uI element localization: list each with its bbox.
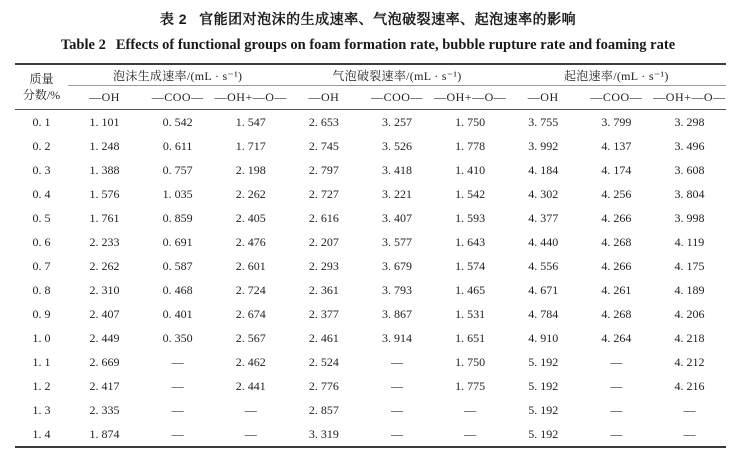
value-cell: 3. 804 xyxy=(674,186,705,201)
table-row xyxy=(15,374,726,398)
mass-fraction-cell: 0. 8 xyxy=(32,282,51,297)
table-row xyxy=(15,230,726,254)
table-row xyxy=(15,278,726,302)
value-cell: 2. 601 xyxy=(235,258,266,273)
value-cell: 2. 361 xyxy=(308,282,339,297)
value-cell: 3. 577 xyxy=(381,234,412,249)
value-cell: 2. 724 xyxy=(235,282,266,297)
mass-fraction-cell: 0. 9 xyxy=(32,306,51,321)
value-cell: 3. 799 xyxy=(601,114,632,129)
value-cell: 5. 192 xyxy=(528,402,559,417)
subheader-oh-2: —OH xyxy=(287,86,360,110)
value-cell: — xyxy=(610,402,623,417)
value-cell: 3. 496 xyxy=(674,138,705,153)
subheader-oh-3: —OH xyxy=(507,86,580,110)
value-cell: — xyxy=(390,402,403,417)
value-cell: 0. 350 xyxy=(162,330,193,345)
value-cell: 4. 266 xyxy=(601,258,632,273)
subheader-coo-2: —COO— xyxy=(360,86,433,110)
value-cell: — xyxy=(171,354,184,369)
mass-fraction-header xyxy=(15,64,68,110)
value-cell: 2. 377 xyxy=(308,306,339,321)
value-cell: 2. 797 xyxy=(308,162,339,177)
value-cell: 4. 268 xyxy=(601,234,632,249)
value-cell: 4. 302 xyxy=(528,186,559,201)
value-cell: 2. 745 xyxy=(308,138,339,153)
group-header-foam-formation-rate: 泡沫生成速率/(mL · s⁻¹) xyxy=(68,64,287,86)
value-cell: 1. 542 xyxy=(455,186,486,201)
value-cell: 4. 910 xyxy=(528,330,559,345)
value-cell: 2. 449 xyxy=(89,330,120,345)
value-cell: 3. 526 xyxy=(381,138,412,153)
mass-fraction-cell: 1. 0 xyxy=(32,330,51,345)
value-cell: 3. 418 xyxy=(381,162,412,177)
value-cell: 2. 653 xyxy=(308,114,339,129)
value-cell: 2. 616 xyxy=(308,210,339,225)
value-cell: 1. 035 xyxy=(162,186,193,201)
value-cell: 5. 192 xyxy=(528,426,559,441)
value-cell: 3. 608 xyxy=(674,162,705,177)
value-cell: 2. 198 xyxy=(235,162,266,177)
value-cell: — xyxy=(390,354,403,369)
table-row xyxy=(15,422,726,447)
value-cell: 2. 567 xyxy=(235,330,266,345)
table-title-zh xyxy=(0,0,736,29)
table-title-en xyxy=(0,37,736,54)
value-cell: 1. 717 xyxy=(235,138,266,153)
subheader-coo-3: —COO— xyxy=(580,86,653,110)
table-row xyxy=(15,326,726,350)
value-cell: 4. 261 xyxy=(601,282,632,297)
mass-fraction-cell: 0. 1 xyxy=(32,114,51,129)
value-cell: 4. 556 xyxy=(528,258,559,273)
data-table xyxy=(15,63,726,448)
value-cell: 3. 298 xyxy=(674,114,705,129)
value-cell: — xyxy=(171,426,184,441)
subheader-oh-1: —OH xyxy=(68,86,141,110)
mass-fraction-cell: 0. 2 xyxy=(32,138,51,153)
value-cell: 4. 212 xyxy=(674,354,705,369)
value-cell: 2. 417 xyxy=(89,378,120,393)
value-cell: 2. 293 xyxy=(308,258,339,273)
mass-fraction-cell: 0. 4 xyxy=(32,186,51,201)
value-cell: 1. 248 xyxy=(89,138,120,153)
value-cell: 4. 206 xyxy=(674,306,705,321)
value-cell: 3. 679 xyxy=(381,258,412,273)
value-cell: 4. 784 xyxy=(528,306,559,321)
value-cell: 4. 268 xyxy=(601,306,632,321)
value-cell: 1. 388 xyxy=(89,162,120,177)
table-row xyxy=(15,254,726,278)
value-cell: 0. 611 xyxy=(162,138,193,153)
table-row xyxy=(15,398,726,422)
value-cell: 1. 874 xyxy=(89,426,120,441)
group-header-foaming-rate: 起泡速率/(mL · s⁻¹) xyxy=(507,64,726,86)
value-cell: 2. 462 xyxy=(235,354,266,369)
value-cell: 0. 691 xyxy=(162,234,193,249)
value-cell: 0. 468 xyxy=(162,282,193,297)
value-cell: 4. 174 xyxy=(601,162,632,177)
value-cell: 1. 761 xyxy=(89,210,120,225)
value-cell: 4. 377 xyxy=(528,210,559,225)
value-cell: 1. 593 xyxy=(455,210,486,225)
value-cell: 4. 218 xyxy=(674,330,705,345)
value-cell: — xyxy=(610,354,623,369)
table-title-zh-label: 表 2 xyxy=(159,11,188,27)
value-cell: 2. 727 xyxy=(308,186,339,201)
value-cell: 2. 310 xyxy=(89,282,120,297)
value-cell: 4. 264 xyxy=(601,330,632,345)
value-cell: 0. 757 xyxy=(162,162,193,177)
value-cell: 4. 184 xyxy=(528,162,559,177)
table-row xyxy=(15,134,726,158)
value-cell: — xyxy=(171,402,184,417)
value-cell: — xyxy=(610,426,623,441)
table-title-zh-text: 官能团对泡沫的生成速率、气泡破裂速率、起泡速率的影响 xyxy=(199,11,577,27)
mass-fraction-cell: 1. 4 xyxy=(32,426,51,441)
table-row xyxy=(15,350,726,374)
value-cell: 0. 401 xyxy=(162,306,193,321)
value-cell: 2. 524 xyxy=(308,354,339,369)
mass-fraction-header-line1: 质量 xyxy=(29,72,54,86)
value-cell: — xyxy=(464,426,477,441)
value-cell: 3. 793 xyxy=(381,282,412,297)
value-cell: 4. 671 xyxy=(528,282,559,297)
value-cell: 4. 256 xyxy=(601,186,632,201)
group-header-row xyxy=(15,64,726,86)
value-cell: 2. 441 xyxy=(235,378,266,393)
value-cell: 1. 576 xyxy=(89,186,120,201)
value-cell: 2. 405 xyxy=(235,210,266,225)
value-cell: 2. 857 xyxy=(308,402,339,417)
value-cell: 3. 998 xyxy=(674,210,705,225)
value-cell: 0. 542 xyxy=(162,114,193,129)
mass-fraction-cell: 0. 5 xyxy=(32,210,51,225)
value-cell: 1. 465 xyxy=(455,282,486,297)
group-header-bubble-rupture-rate: 气泡破裂速率/(mL · s⁻¹) xyxy=(287,64,506,86)
value-cell: 3. 257 xyxy=(381,114,412,129)
table-title-en-label: Table 2 xyxy=(60,37,106,53)
subheader-oh-o-1: —OH+—O— xyxy=(214,86,287,110)
value-cell: 1. 101 xyxy=(89,114,120,129)
value-cell: 3. 407 xyxy=(381,210,412,225)
mass-fraction-header-line2: 分数/% xyxy=(22,88,61,102)
subheader-coo-1: —COO— xyxy=(141,86,214,110)
value-cell: 2. 476 xyxy=(235,234,266,249)
value-cell: 4. 440 xyxy=(528,234,559,249)
value-cell: 4. 137 xyxy=(601,138,632,153)
value-cell: 4. 266 xyxy=(601,210,632,225)
value-cell: 2. 335 xyxy=(89,402,120,417)
mass-fraction-cell: 1. 3 xyxy=(32,402,51,417)
value-cell: 4. 216 xyxy=(674,378,705,393)
value-cell: 1. 651 xyxy=(455,330,486,345)
value-cell: — xyxy=(244,426,257,441)
subheader-oh-o-2: —OH+—O— xyxy=(434,86,507,110)
value-cell: 2. 461 xyxy=(308,330,339,345)
table-row xyxy=(15,110,726,135)
value-cell: 3. 992 xyxy=(528,138,559,153)
value-cell: 2. 233 xyxy=(89,234,120,249)
value-cell: — xyxy=(610,378,623,393)
value-cell: 1. 574 xyxy=(455,258,486,273)
value-cell: — xyxy=(683,426,696,441)
value-cell: 3. 319 xyxy=(308,426,339,441)
mass-fraction-cell: 0. 3 xyxy=(32,162,51,177)
value-cell: 5. 192 xyxy=(528,354,559,369)
value-cell: — xyxy=(171,378,184,393)
mass-fraction-cell: 1. 1 xyxy=(32,354,51,369)
value-cell: 2. 674 xyxy=(235,306,266,321)
value-cell: — xyxy=(683,402,696,417)
value-cell: 2. 262 xyxy=(89,258,120,273)
subheader-oh-o-3: —OH+—O— xyxy=(653,86,726,110)
table-row xyxy=(15,182,726,206)
value-cell: 1. 778 xyxy=(455,138,486,153)
value-cell: 3. 755 xyxy=(528,114,559,129)
value-cell: 4. 175 xyxy=(674,258,705,273)
value-cell: — xyxy=(244,402,257,417)
value-cell: 4. 189 xyxy=(674,282,705,297)
value-cell: 1. 750 xyxy=(455,354,486,369)
value-cell: — xyxy=(390,378,403,393)
value-cell: 2. 776 xyxy=(308,378,339,393)
value-cell: — xyxy=(390,426,403,441)
value-cell: 3. 914 xyxy=(381,330,412,345)
mass-fraction-cell: 1. 2 xyxy=(32,378,51,393)
value-cell: 1. 410 xyxy=(455,162,486,177)
mass-fraction-cell: 0. 6 xyxy=(32,234,51,249)
value-cell: 2. 207 xyxy=(308,234,339,249)
value-cell: — xyxy=(464,402,477,417)
value-cell: 2. 669 xyxy=(89,354,120,369)
subheader-row xyxy=(15,86,726,110)
value-cell: 3. 221 xyxy=(381,186,412,201)
value-cell: 2. 407 xyxy=(89,306,120,321)
value-cell: 4. 119 xyxy=(674,234,705,249)
value-cell: 1. 643 xyxy=(455,234,486,249)
value-cell: 0. 587 xyxy=(162,258,193,273)
value-cell: 2. 262 xyxy=(235,186,266,201)
value-cell: 5. 192 xyxy=(528,378,559,393)
table-title-en-text: Effects of functional groups on foam formation rate, bubble rupture rate and foaming rate xyxy=(115,37,676,53)
value-cell: 0. 859 xyxy=(162,210,193,225)
value-cell: 1. 750 xyxy=(455,114,486,129)
table-row xyxy=(15,302,726,326)
value-cell: 1. 531 xyxy=(455,306,486,321)
table-body xyxy=(15,110,726,448)
mass-fraction-cell: 0. 7 xyxy=(32,258,51,273)
value-cell: 1. 775 xyxy=(455,378,486,393)
value-cell: 3. 867 xyxy=(381,306,412,321)
table-row xyxy=(15,158,726,182)
table-row xyxy=(15,206,726,230)
value-cell: 1. 547 xyxy=(235,114,266,129)
